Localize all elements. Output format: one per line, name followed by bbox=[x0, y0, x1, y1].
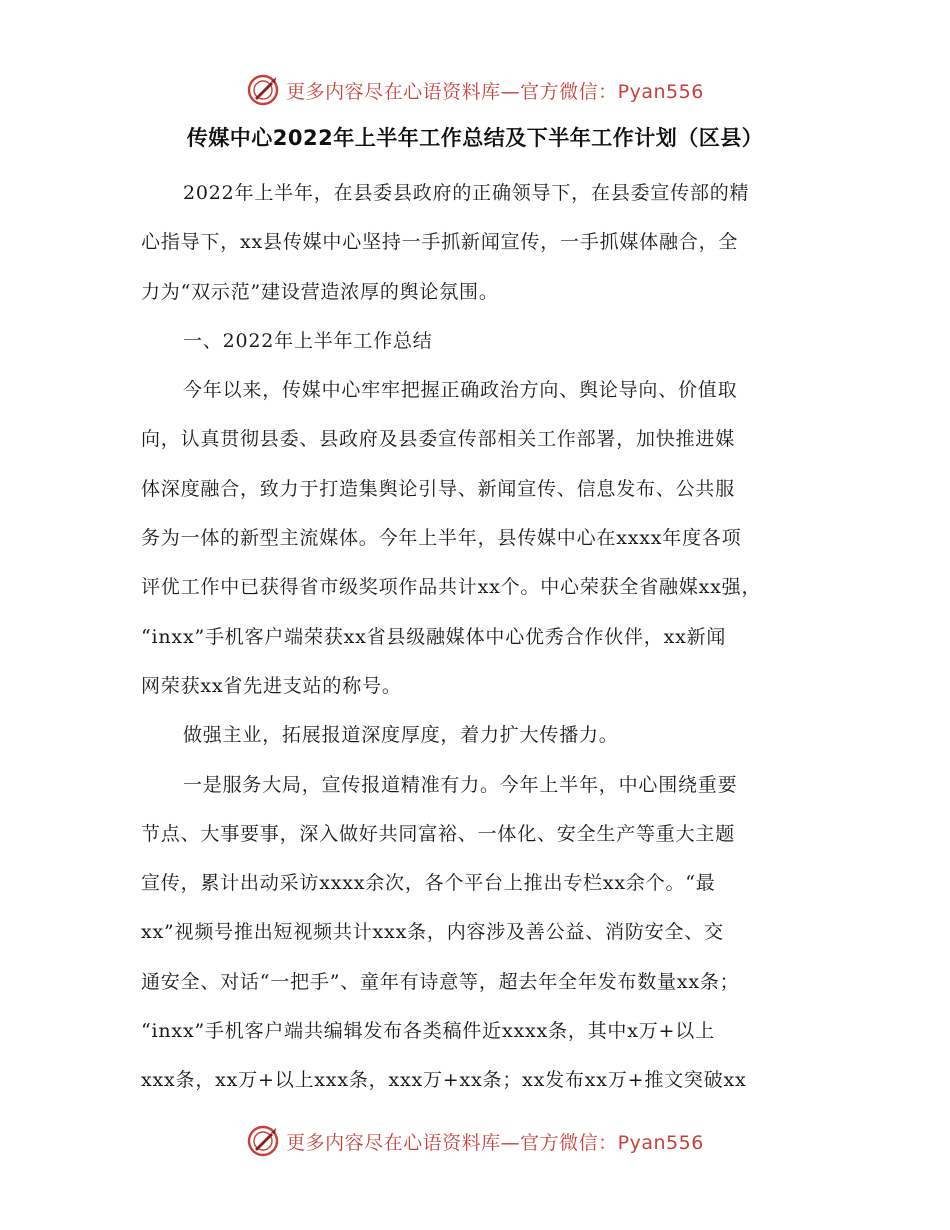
paragraph-line: 2022年上半年，在县委县政府的正确领导下，在县委宣传部的精 bbox=[183, 182, 750, 204]
paragraph-line: “inxx”手机客户端荣获xx省县级融媒体中心优秀合作伙伴，xx新闻 bbox=[141, 625, 727, 648]
document-title: 传媒中心2022年上半年工作总结及下半年工作计划（区县） bbox=[186, 126, 764, 150]
paragraph-line: 做强主业，拓展报道深度厚度，着力扩大传播力。 bbox=[183, 724, 619, 747]
paragraph-line: 力为“双示范”建设营造浓厚的舆论氛围。 bbox=[141, 280, 499, 303]
paragraph-line: 评优工作中已获得省市级奖项作品共计xx个。中心荣获全省融媒xx强， bbox=[141, 576, 762, 599]
paragraph-line: 网荣获xx省先进支站的称号。 bbox=[141, 674, 402, 697]
watermark-text: 更多内容尽在心语资料库—官方微信：Pyan556 bbox=[286, 80, 704, 103]
paragraph-line: 一是服务大局，宣传报道精准有力。今年上半年，中心围绕重要 bbox=[183, 773, 738, 796]
paragraph-line: 向，认真贯彻县委、县政府及县委宣传部相关工作部署，加快推进媒 bbox=[141, 428, 736, 451]
paragraph-line: “inxx”手机客户端共编辑发布各类稿件近xxxx条，其中x万+以上 bbox=[141, 1020, 715, 1043]
watermark-banner-top bbox=[0, 70, 950, 110]
section-heading: 一、2022年上半年工作总结 bbox=[183, 329, 433, 352]
watermark-banner-bottom bbox=[0, 1121, 950, 1161]
paragraph-line: 心指导下，xx县传媒中心坚持一手抓新闻宣传，一手抓媒体融合，全 bbox=[141, 231, 739, 254]
document-body bbox=[141, 171, 817, 1108]
quill-seal-icon bbox=[246, 1124, 280, 1158]
quill-seal-icon bbox=[246, 73, 280, 107]
paragraph-line: 宣传，累计出动采访xxxx余次，各个平台上推出专栏xx余个。“最 bbox=[141, 872, 716, 895]
paragraph-line: 通安全、对话“一把手”、童年有诗意等，超去年全年发布数量xx条； bbox=[141, 970, 740, 993]
paragraph-line: xxx条，xx万+以上xxx条，xxx万+xx条；xx发布xx万+推文突破xx bbox=[141, 1069, 747, 1092]
paragraph-line: 节点、大事要事，深入做好共同富裕、一体化、安全生产等重大主题 bbox=[141, 822, 736, 845]
paragraph-line: 今年以来，传媒中心牢牢把握正确政治方向、舆论导向、价值取 bbox=[183, 379, 738, 402]
paragraph-line: 体深度融合，致力于打造集舆论引导、新闻宣传、信息发布、公共服 bbox=[141, 477, 736, 500]
paragraph-line: 务为一体的新型主流媒体。今年上半年，县传媒中心在xxxx年度各项 bbox=[141, 527, 742, 550]
watermark-text: 更多内容尽在心语资料库—官方微信：Pyan556 bbox=[286, 1131, 704, 1154]
paragraph-line: xx”视频号推出短视频共计xxx条，内容涉及善公益、消防安全、交 bbox=[141, 921, 724, 944]
